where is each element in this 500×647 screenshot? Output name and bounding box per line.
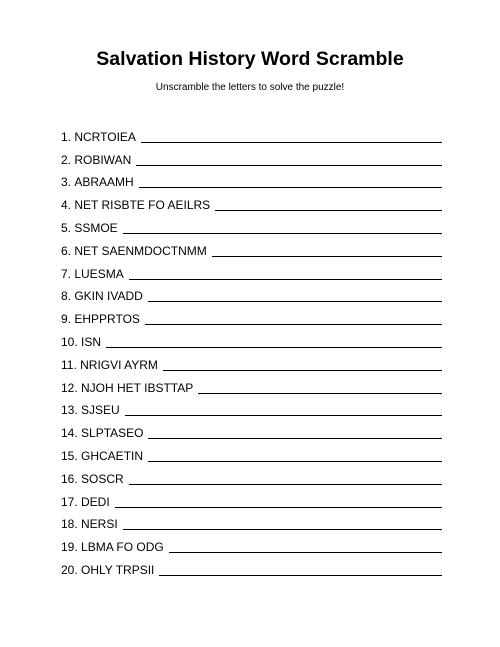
item-number: 20. [61,562,82,577]
instructions: Unscramble the letters to solve the puzzle! [155,82,345,93]
word-list [61,121,442,577]
item-number: 15. [61,448,82,463]
scrambled-word: NCRTOIEA [74,129,136,144]
item-number: 4. [61,198,75,213]
list-item-15 [61,440,442,463]
item-number: 19. [61,540,82,555]
answer-line[interactable] [212,244,442,257]
list-item-10 [61,326,442,349]
scrambled-word: NRIGVI AYRM [80,357,158,372]
item-number: 14. [61,426,82,441]
list-item-12 [61,372,442,395]
answer-line[interactable] [139,175,442,188]
item-number: 3. [61,175,75,190]
scrambled-word: GHCAETIN [81,448,144,463]
scrambled-word: ABRAAMH [74,175,134,190]
item-number: 10. [61,334,82,349]
list-item-17 [61,486,442,509]
item-number: 6. [61,243,75,258]
scrambled-word: LUESMA [74,266,124,281]
list-item-2 [61,144,442,167]
scrambled-word: SSMOE [74,220,118,235]
list-item-6 [61,235,442,258]
list-item-20 [61,554,442,577]
answer-line[interactable] [136,153,442,166]
item-number: 12. [61,380,82,395]
list-item-19 [61,531,442,554]
list-item-4 [61,189,442,212]
answer-line[interactable] [129,267,442,280]
item-number: 2. [61,152,75,167]
answer-line[interactable] [145,312,442,325]
list-item-14 [61,417,442,440]
answer-line[interactable] [148,426,442,439]
answer-line[interactable] [123,517,442,530]
answer-line[interactable] [169,540,442,553]
answer-line[interactable] [106,335,442,348]
scrambled-word: ISN [81,334,102,349]
scrambled-word: SOSCR [81,471,124,486]
item-number: 16. [61,471,82,486]
list-item-16 [61,463,442,486]
list-item-9 [61,303,442,326]
list-item-3 [61,167,442,190]
page-title: Salvation History Word Scramble [96,48,404,70]
scrambled-word: NERSI [81,517,118,532]
scrambled-word: NET SAENMDOCTNMM [74,243,207,258]
answer-line[interactable] [125,403,442,416]
answer-line[interactable] [215,198,442,211]
answer-line[interactable] [159,563,442,576]
scrambled-word: GKIN IVADD [74,289,143,304]
scrambled-word: NET RISBTE FO AEILRS [74,198,211,213]
item-number: 1. [61,129,75,144]
answer-line[interactable] [129,472,442,485]
item-number: 11. [61,357,81,372]
answer-line[interactable] [148,449,442,462]
list-item-11 [61,349,442,372]
answer-line[interactable] [115,495,442,508]
item-number: 18. [61,517,82,532]
answer-line[interactable] [148,289,442,302]
scrambled-word: EHPPRTOS [74,312,140,327]
answer-line[interactable] [141,130,442,143]
item-number: 5. [61,220,75,235]
item-number: 17. [61,494,82,509]
list-item-13 [61,395,442,418]
scrambled-word: SJSEU [81,403,120,418]
list-item-5 [61,212,442,235]
list-item-8 [61,281,442,304]
answer-line[interactable] [123,221,442,234]
item-number: 8. [61,289,75,304]
scrambled-word: ROBIWAN [74,152,132,167]
scrambled-word: OHLY TRPSII [81,562,155,577]
list-item-1 [61,121,442,144]
list-item-18 [61,509,442,532]
item-number: 9. [61,312,75,327]
answer-line[interactable] [163,358,442,371]
scrambled-word: SLPTASEO [81,426,144,441]
item-number: 13. [61,403,82,418]
list-item-7 [61,258,442,281]
answer-line[interactable] [198,381,442,394]
scrambled-word: LBMA FO ODG [81,540,164,555]
item-number: 7. [61,266,75,281]
scrambled-word: DEDI [81,494,110,509]
scrambled-word: NJOH HET IBSTTAP [81,380,194,395]
